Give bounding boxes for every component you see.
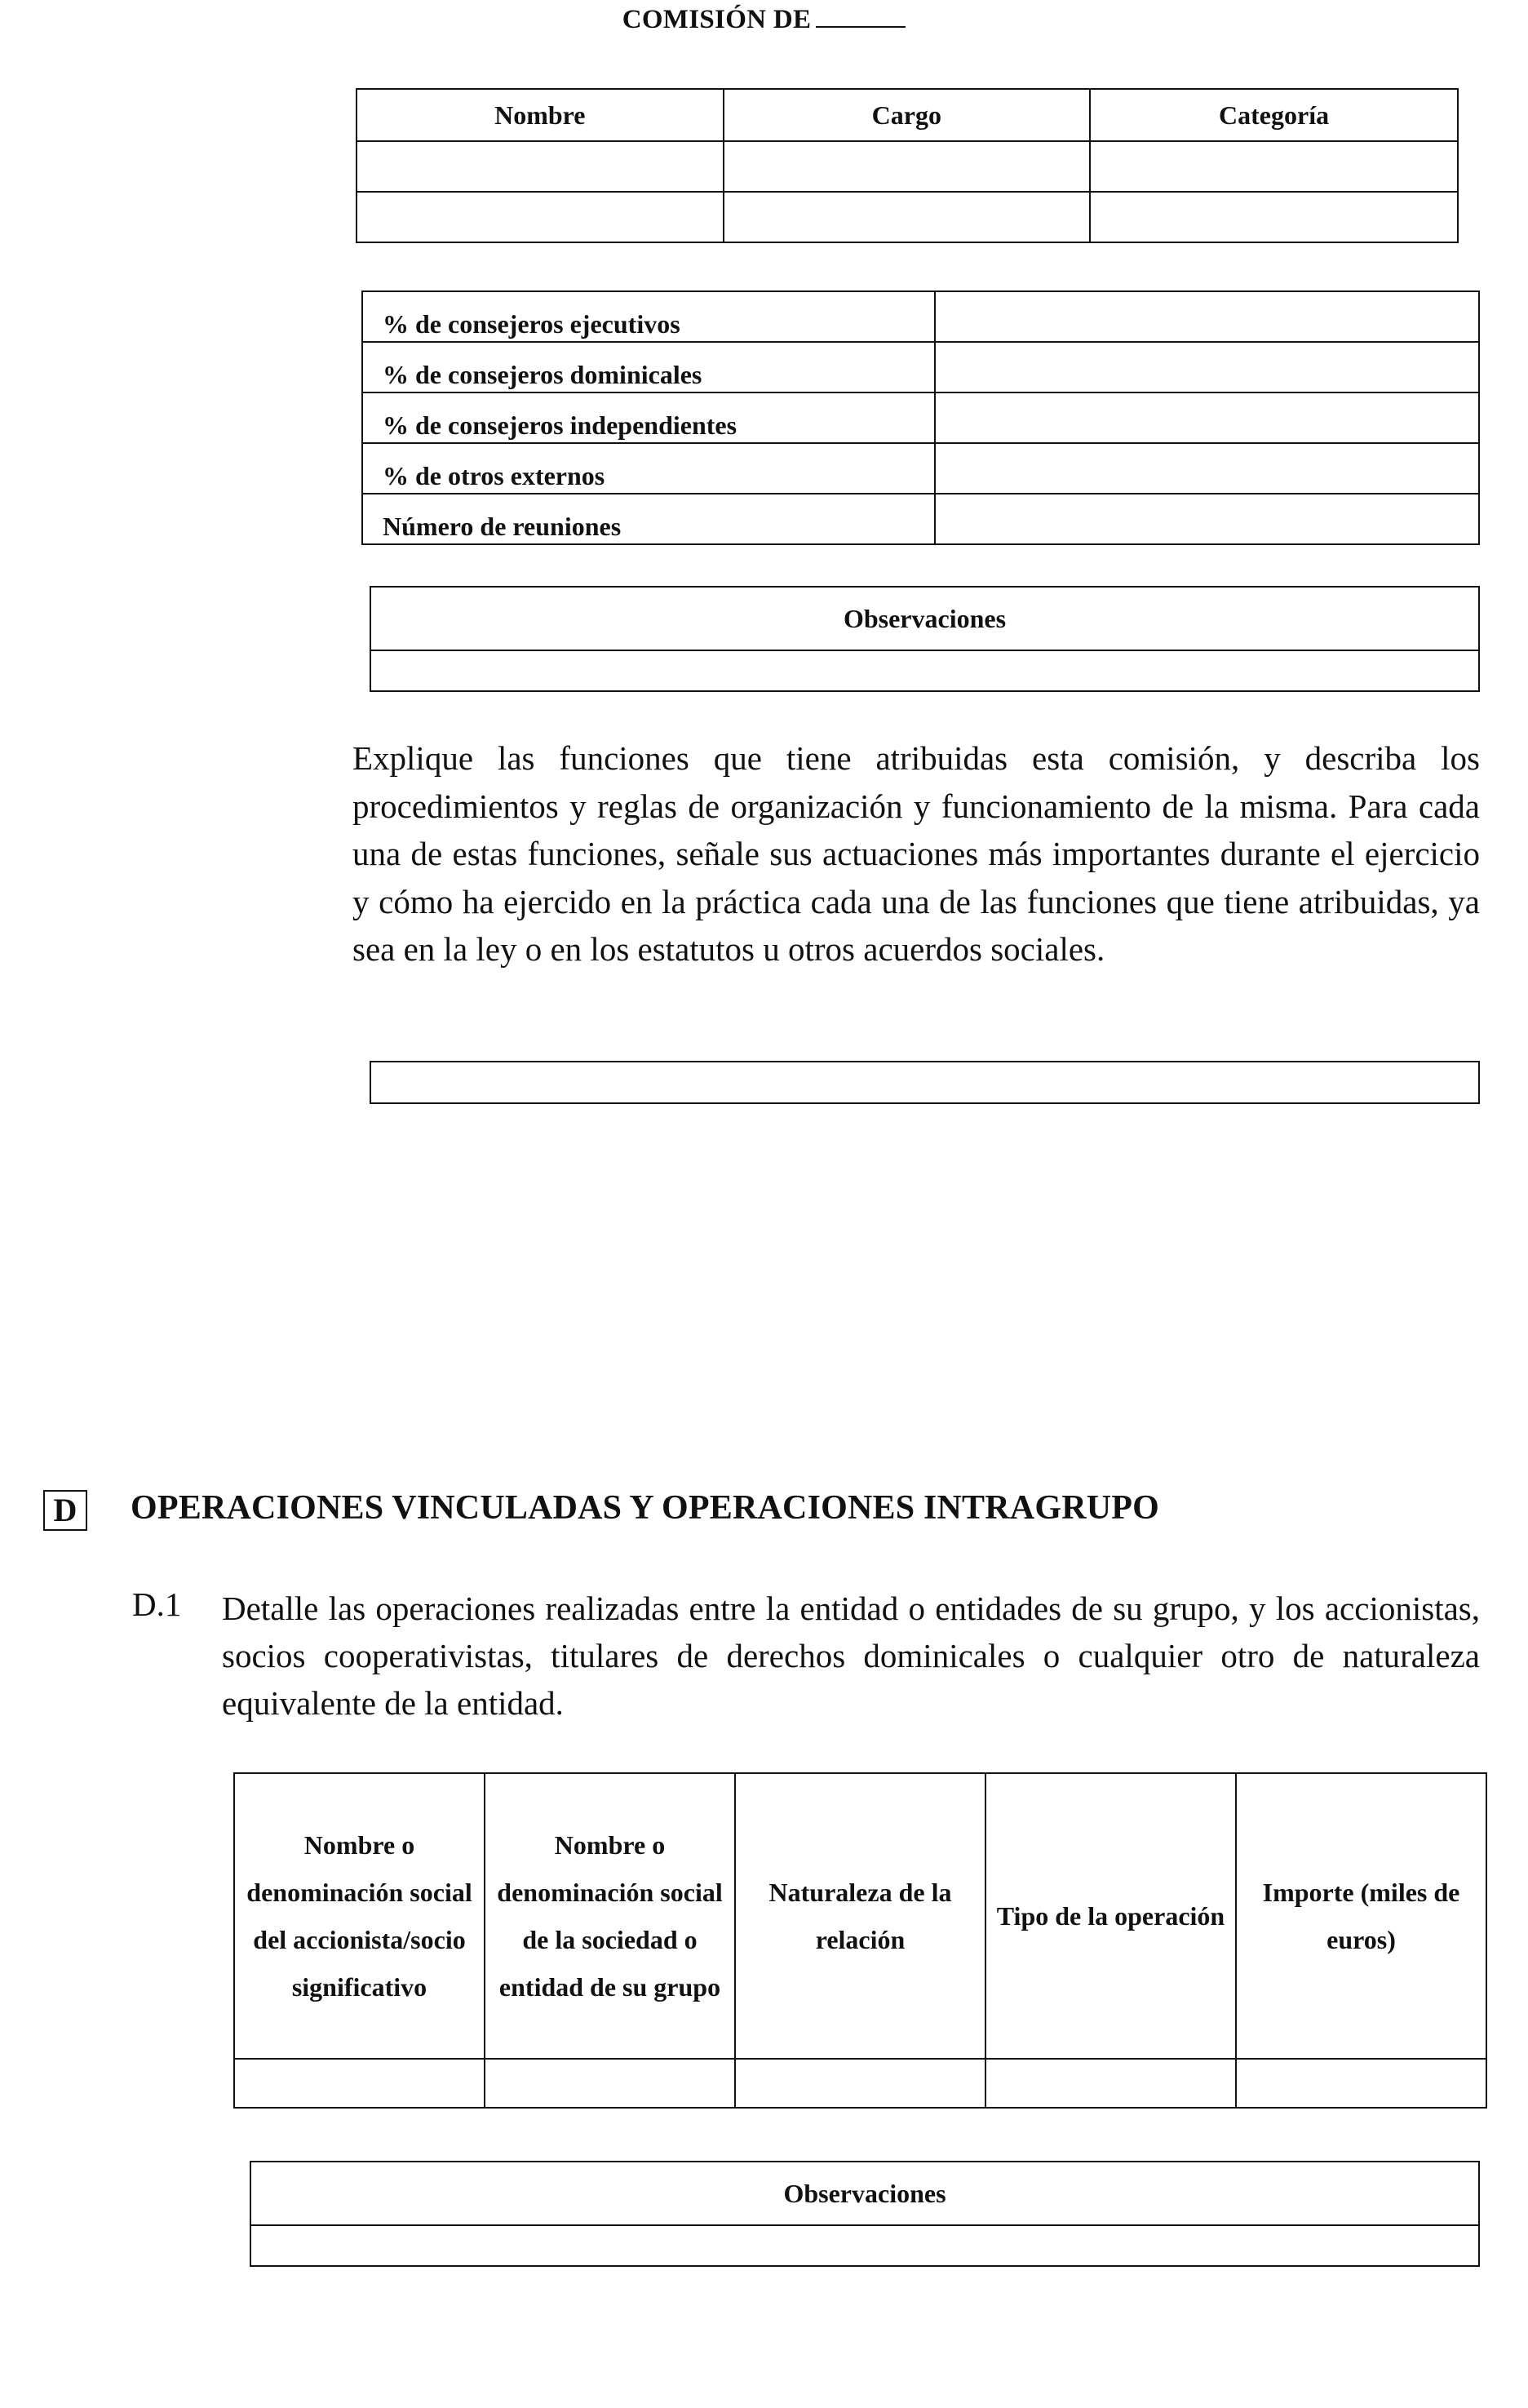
table-cell[interactable]	[1090, 192, 1458, 242]
table-row	[357, 192, 1458, 242]
section-title: OPERACIONES VINCULADAS Y OPERACIONES INTRAGRUPO	[131, 1489, 1159, 1527]
row-value[interactable]	[935, 443, 1479, 494]
header-cargo: Cargo	[724, 89, 1091, 141]
table-cell[interactable]	[724, 141, 1091, 192]
table-cell[interactable]	[357, 141, 724, 192]
table-row	[250, 2225, 1479, 2266]
table-cell[interactable]	[234, 2059, 485, 2108]
table-header-row	[370, 587, 1479, 650]
header-operation-type: Tipo de la operación	[985, 1773, 1236, 2059]
row-value[interactable]	[935, 392, 1479, 443]
table-row	[357, 141, 1458, 192]
commission-title: COMISIÓN DE	[622, 5, 812, 34]
functions-instructions: Explique las funciones que tiene atribuidas esta comisión, y describa los procedimientos y reglas de organización y funcionamiento de la misma. Para cada una de estas funciones, señale sus actuaciones más importantes durante el ejercicio y cómo ha ejercido en la práctica cada una de las funciones que tiene atribuidas, ya sea en la ley o en los estatutos u otros acuerdos sociales.	[352, 739, 1480, 968]
commission-composition-table	[361, 290, 1480, 545]
table-cell[interactable]	[1090, 141, 1458, 192]
header-shareholder-name: Nombre o denominación social del accionista/socio significativo	[234, 1773, 485, 2059]
functions-answer-box	[370, 1061, 1480, 1104]
observations-field[interactable]	[250, 2225, 1479, 2266]
table-row	[370, 650, 1479, 691]
table-row	[362, 291, 1479, 342]
row-label: % de consejeros dominicales	[362, 342, 935, 392]
row-label: % de consejeros ejecutivos	[362, 291, 935, 342]
row-label: Número de reuniones	[362, 494, 935, 544]
header-categoria: Categoría	[1090, 89, 1458, 141]
commission-members-table	[356, 88, 1459, 243]
table-header-row	[357, 89, 1458, 141]
row-value[interactable]	[935, 494, 1479, 544]
table-cell[interactable]	[357, 192, 724, 242]
header-group-entity-name: Nombre o denominación social de la sociedad o entidad de su grupo	[485, 1773, 735, 2059]
table-row	[362, 342, 1479, 392]
table-row	[362, 443, 1479, 494]
table-header-row	[234, 1773, 1486, 2059]
commission-name-blank[interactable]	[816, 5, 906, 28]
table-row	[234, 2059, 1486, 2108]
observations-table	[370, 586, 1480, 692]
header-nombre: Nombre	[357, 89, 724, 141]
table-cell[interactable]	[1236, 2059, 1486, 2108]
item-number: D.1	[132, 1585, 182, 1623]
table-row	[362, 392, 1479, 443]
section-letter-box: D	[43, 1490, 87, 1531]
table-cell[interactable]	[485, 2059, 735, 2108]
row-value[interactable]	[935, 291, 1479, 342]
row-value[interactable]	[935, 342, 1479, 392]
item-text: Detalle las operaciones realizadas entre la entidad o entidades de su grupo, y los accionistas, socios cooperativistas, titulares de derechos dominicales o cualquier otro de naturaleza equivalente de la entidad.	[222, 1590, 1480, 1722]
table-row	[362, 494, 1479, 544]
table-cell[interactable]	[985, 2059, 1236, 2108]
table-cell[interactable]	[724, 192, 1091, 242]
header-relationship-nature: Naturaleza de la relación	[735, 1773, 985, 2059]
table-cell[interactable]	[735, 2059, 985, 2108]
table-header-row	[250, 2162, 1479, 2225]
observations-header: Observaciones	[370, 587, 1479, 650]
operations-observations-table	[250, 2161, 1480, 2267]
row-label: % de consejeros independientes	[362, 392, 935, 443]
operations-table	[233, 1772, 1487, 2109]
functions-answer-field[interactable]	[370, 1062, 1479, 1103]
commission-heading	[0, 5, 1528, 35]
table-row	[370, 1062, 1479, 1103]
observations-field[interactable]	[370, 650, 1479, 691]
observations-header: Observaciones	[250, 2162, 1479, 2225]
header-amount: Importe (miles de euros)	[1236, 1773, 1486, 2059]
row-label: % de otros externos	[362, 443, 935, 494]
